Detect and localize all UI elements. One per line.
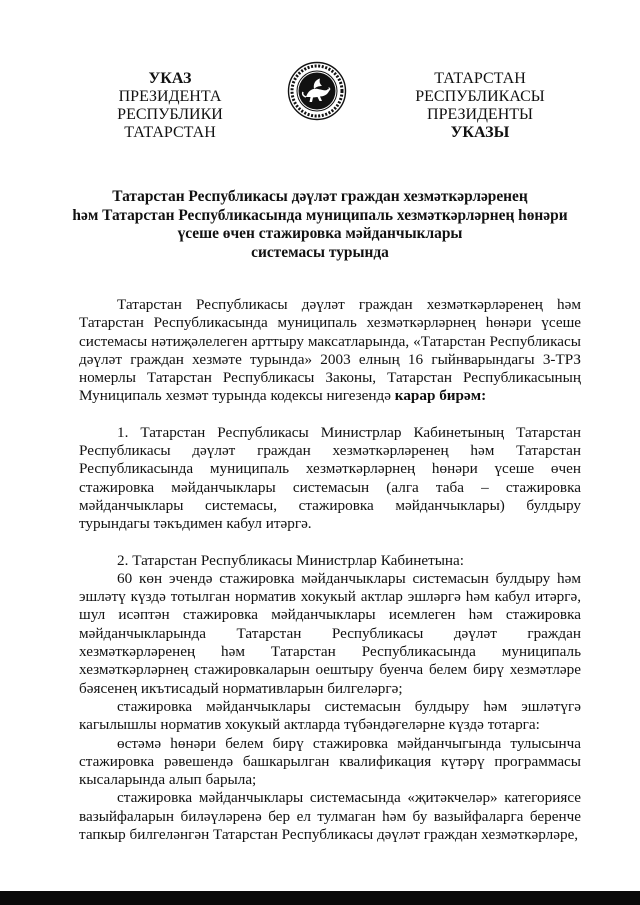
tatarstan-coat-of-arms-icon bbox=[287, 61, 347, 121]
header-right-line1: ТАТАРСТАН РЕСПУБЛИКАСЫ bbox=[415, 70, 545, 105]
decree-phrase: карар бирәм: bbox=[394, 387, 487, 405]
scan-bottom-edge bbox=[0, 891, 640, 905]
preamble-paragraph bbox=[79, 296, 581, 406]
item2-paragraph-3: өстәмә һөнәри белем бирү стажировка мәйданчыгында тулысынча стажировка рәвешендә башкарылган квалификация күтәрү программасы кысаларында алып барыла; bbox=[79, 734, 581, 789]
header-right-line2: ПРЕЗИДЕНТЫ bbox=[427, 106, 533, 123]
header-left-line1: УКАЗ bbox=[148, 70, 192, 87]
item2-heading: 2. Татарстан Республикасы Министрлар Кабинетына: bbox=[117, 551, 465, 569]
item2-paragraph-1: 60 көн эчендә стажировка мәйданчыклары системасын булдыру һәм эшләтү күздә тотылган норматив хокукый актлар эшләргә һәм кабул итәргә, шул исәптән стажировка мәйданчыклары исемлеген һәм стажировка мәйданчыкларында Татарстан Республикасы дәүләт граждан хезмәткәрләренең һәм Татарстан Республикасында муниципаль хезмәткәрләрнең стажировкаларын оештыру буенча белем бирү хезмәтләре бәясенең икътисадый нормативларын билгеләргә; bbox=[79, 569, 581, 697]
item2-paragraph-4: стажировка мәйданчыклары системасында «җитәкчеләр» категориясе вазыйфаларын биләүләренә бер ел тулмаган һәм бу вазыйфаларга беренче тапкыр билгеләнгән Татарстан Республикасы дәүләт граждан хезмәткәрләре, bbox=[79, 789, 581, 844]
item2-paragraph-2: стажировка мәйданчыклары системасын булдыру һәм эшләтүгә кагылышлы норматив хокукый актларда түбәндәгеләрне күздә тотарга: bbox=[79, 697, 581, 734]
decree-body bbox=[79, 296, 581, 844]
item1-paragraph: 1. Татарстан Республикасы Министрлар Кабинетының Татарстан Республикасы дәүләт граждан хезмәткәрләренең һәм Татарстан Республикасында муниципаль хезмәткәрләрнең һөнәри үсеше өчен стажировка мәйданчыклары системасын (алга таба – стажировка мәйданчыклары системасы, стажировка мәйданчыклары) булдыру турындагы тәкъдимен кабул итәргә. bbox=[79, 423, 581, 533]
title-line4: системасы турында bbox=[251, 243, 389, 261]
preamble-text: Татарстан Республикасы дәүләт граждан хезмәткәрләренең һәм Татарстан Республикасында муниципаль хезмәткәрләрнең һөнәри үсеше системасы нәтиҗәлелеген арттыру максатларында, «Татарстан Республикасы дәүләт граждан хезмәте турында» 2003 елның 16 гыйнварындагы 3-ТРЗ номерлы Татарстан Республикасы Законы, Татарстан Республикасының Муниципаль хезмәт турында кодексы нигезендә bbox=[79, 296, 581, 405]
header-right-line3: УКАЗЫ bbox=[450, 124, 510, 141]
header-tatar bbox=[372, 70, 588, 142]
header-left-line3: РЕСПУБЛИКИ ТАТАРСТАН bbox=[117, 106, 223, 141]
header-russian bbox=[70, 70, 270, 142]
header-left-line2: ПРЕЗИДЕНТА bbox=[118, 88, 222, 105]
decree-title bbox=[60, 188, 580, 262]
title-line3: үсеше өчен стажировка мәйданчыклары bbox=[177, 225, 463, 242]
title-line2: һәм Татарстан Республикасында муниципаль хезмәткәрләрнең һөнәри bbox=[72, 206, 568, 224]
title-line1: Татарстан Республикасы дәүләт граждан хезмәткәрләренең bbox=[112, 188, 528, 205]
